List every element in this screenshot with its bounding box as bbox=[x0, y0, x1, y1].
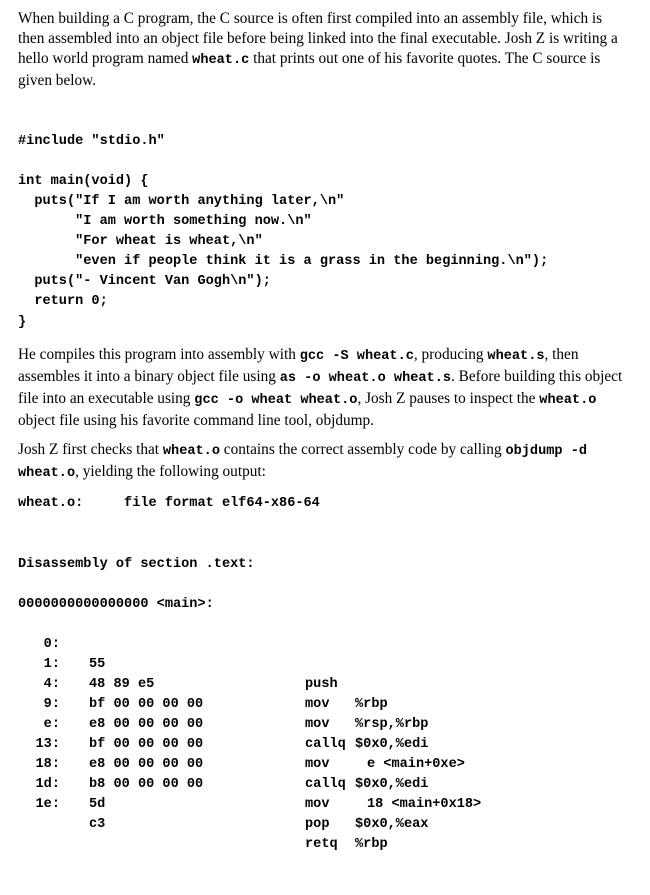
row-bytes: b8 00 00 00 00 bbox=[89, 777, 204, 792]
check-paragraph bbox=[18, 440, 623, 484]
compile-text-2: , producing bbox=[413, 346, 488, 363]
row-opcode: callq bbox=[305, 777, 346, 792]
row-operands: %rbp bbox=[355, 837, 388, 852]
source-line-1: #include "stdio.h" bbox=[18, 134, 165, 149]
check-text-3: , yielding the following output: bbox=[75, 463, 266, 480]
row-offset: 9: bbox=[43, 697, 60, 712]
source-line-4: puts("If I am worth anything later,\n" bbox=[18, 194, 345, 209]
row-opcode: callq bbox=[305, 737, 346, 752]
row-offset: 1e: bbox=[35, 797, 60, 812]
row-bytes: 5d bbox=[89, 797, 106, 812]
row-operands: $0x0,%edi bbox=[355, 737, 429, 752]
compile-paragraph bbox=[18, 345, 623, 431]
row-opcode: mov bbox=[305, 697, 330, 712]
row-opcode: mov bbox=[305, 797, 330, 812]
row-bytes: c3 bbox=[89, 817, 106, 832]
row-opcode: mov bbox=[305, 717, 330, 732]
compile-text-1: He compiles this program into assembly with bbox=[18, 346, 300, 363]
row-bytes: e8 00 00 00 00 bbox=[89, 757, 204, 772]
compile-cmd-gcc-s: gcc -S wheat.c bbox=[299, 349, 414, 364]
row-offset: 1: bbox=[43, 657, 60, 672]
source-line-7: "even if people think it is a grass in the beginning.\n"); bbox=[18, 254, 549, 269]
check-cmd-objdump: objdump -d wheat.o bbox=[18, 444, 588, 481]
objdump-file-format-line: wheat.o: file format elf64-x86-64 bbox=[18, 496, 320, 511]
compile-text-4: . Before building this object file into an executable using bbox=[18, 368, 623, 407]
compile-text-3: , then assembles it into a binary object file using bbox=[18, 346, 579, 385]
row-opcode: mov bbox=[305, 757, 330, 772]
check-file-wheat-o: wheat.o bbox=[162, 444, 220, 459]
source-line-6: "For wheat is wheat,\n" bbox=[18, 234, 263, 249]
check-text-1: Josh Z first checks that bbox=[18, 441, 163, 458]
intro-paragraph bbox=[18, 9, 623, 91]
row-offset: e: bbox=[43, 717, 60, 732]
row-offset: 0: bbox=[43, 637, 60, 652]
intro-code-filename: wheat.c bbox=[192, 53, 250, 68]
row-opcode: retq bbox=[305, 837, 338, 852]
row-bytes: bf 00 00 00 00 bbox=[89, 697, 204, 712]
intro-text-1: When building a C program, the C source is often first compiled into an assembly file, which is then assembled into an object file before being linked into the final executable. Josh Z is writing a hello world program named bbox=[18, 10, 618, 67]
source-line-10: } bbox=[18, 315, 27, 330]
compile-cmd-as: as -o wheat.o wheat.s bbox=[279, 371, 452, 386]
objdump-symbol-line: 0000000000000000 <main>: bbox=[18, 597, 214, 612]
row-bytes: 55 bbox=[89, 657, 106, 672]
source-line-8: puts("- Vincent Van Gogh\n"); bbox=[18, 274, 271, 289]
source-line-9: return 0; bbox=[18, 294, 108, 309]
check-text-2: contains the correct assembly code by calling bbox=[219, 441, 506, 458]
row-offset: 1d: bbox=[35, 777, 60, 792]
row-operands: %rsp,%rbp bbox=[355, 717, 429, 732]
objdump-section-line: Disassembly of section .text: bbox=[18, 557, 255, 572]
row-opcode: push bbox=[305, 677, 338, 692]
row-operands: e <main+0xe> bbox=[367, 757, 465, 772]
row-bytes: 48 89 e5 bbox=[89, 677, 155, 692]
row-bytes: bf 00 00 00 00 bbox=[89, 737, 204, 752]
compile-text-6: object file using his favorite command line tool, objdump. bbox=[18, 412, 375, 429]
row-offset: 4: bbox=[43, 677, 60, 692]
row-operands: %rbp bbox=[355, 697, 388, 712]
compile-cmd-gcc-o: gcc -o wheat wheat.o bbox=[194, 393, 358, 408]
intro-text-2: that prints out one of his favorite quotes. The C source is given below. bbox=[18, 50, 601, 89]
row-operands: 18 <main+0x18> bbox=[367, 797, 482, 812]
source-line-3: int main(void) { bbox=[18, 174, 149, 189]
source-line-5: "I am worth something now.\n" bbox=[18, 214, 312, 229]
row-offset: 18: bbox=[35, 757, 60, 772]
compile-file-wheat-s: wheat.s bbox=[487, 349, 545, 364]
row-operands: $0x0,%eax bbox=[355, 817, 429, 832]
row-operands: $0x0,%edi bbox=[355, 777, 429, 792]
row-opcode: pop bbox=[305, 817, 330, 832]
row-bytes: e8 00 00 00 00 bbox=[89, 717, 204, 732]
compile-file-wheat-o: wheat.o bbox=[539, 393, 597, 408]
compile-text-5: , Josh Z pauses to inspect the bbox=[357, 390, 540, 407]
row-offset: 13: bbox=[35, 737, 60, 752]
